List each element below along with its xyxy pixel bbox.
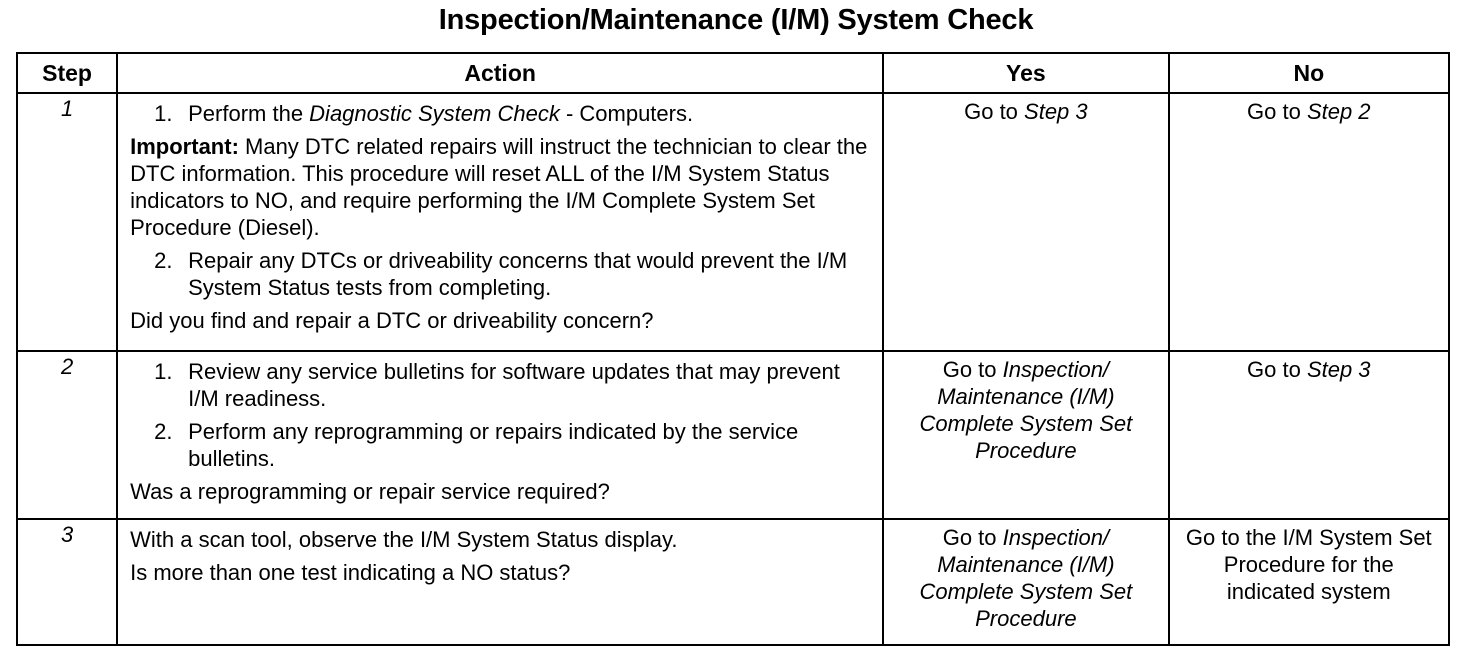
diagnostic-system-check-link[interactable]: Diagnostic System Check [309, 101, 560, 126]
header-action: Action [117, 53, 883, 93]
no-result [1169, 351, 1449, 519]
important-label: Important: [130, 134, 239, 159]
step-number: 3 [17, 519, 117, 645]
result-text: Go to [942, 525, 1003, 550]
header-no: No [1169, 53, 1449, 93]
table-row [17, 519, 1449, 645]
no-result: Go to the I/M System Set Procedure for the indicated system [1169, 519, 1449, 645]
table-row [17, 351, 1449, 519]
item-text: Review any service bulletins for software updates that may prevent I/M readiness. [188, 359, 840, 411]
procedure-link[interactable]: Inspection/ Maintenance (I/M) Complete System Set Procedure [919, 357, 1133, 463]
document-title: Inspection/Maintenance (I/M) System Check [438, 4, 1034, 36]
table-row [17, 93, 1449, 351]
result-text: Go to [1247, 99, 1307, 124]
item-text [188, 100, 868, 127]
action-cell [117, 519, 883, 645]
item-number: 1. [154, 359, 173, 384]
step-link[interactable]: Step 3 [1024, 99, 1088, 124]
important-note [130, 133, 868, 241]
important-text: Many DTC related repairs will instruct the technician to clear the DTC information. This procedure will reset ALL of the I/M System Status indicators to NO, and require performing the I/M Complete System Set Procedure (Diesel). [130, 134, 868, 240]
yes-result [883, 351, 1168, 519]
action-step-item [130, 418, 868, 472]
result-text: Go to [942, 357, 1003, 382]
step-number: 2 [17, 351, 117, 519]
item-number: 1. [154, 101, 173, 126]
result-text: Go to [1247, 357, 1307, 382]
yes-result [883, 519, 1168, 645]
action-cell [117, 93, 883, 351]
item-number: 2. [154, 419, 173, 444]
action-question: Was a reprogramming or repair service required? [130, 479, 610, 504]
step-link[interactable]: Step 2 [1306, 99, 1371, 124]
action-question: Did you find and repair a DTC or driveability concern? [130, 308, 654, 333]
action-cell [117, 351, 883, 519]
procedure-link[interactable]: Inspection/ Maintenance (I/M) Complete System Set Procedure [919, 525, 1133, 631]
step-link[interactable]: Step 3 [1306, 357, 1371, 382]
action-question: Is more than one test indicating a NO status? [130, 560, 571, 585]
action-step-item [130, 247, 868, 301]
yes-result [883, 93, 1168, 351]
header-step: Step [17, 53, 117, 93]
no-result [1169, 93, 1449, 351]
result-text: Go to [964, 99, 1025, 124]
action-step-item [130, 358, 868, 412]
item-text: Repair any DTCs or driveability concerns that would prevent the I/M System Status tests from completing. [188, 248, 848, 300]
item-text-part: - Computers. [559, 101, 694, 126]
action-step-item [130, 100, 868, 127]
item-text: Perform any reprogramming or repairs indicated by the service bulletins. [188, 419, 799, 471]
item-number: 2. [154, 248, 173, 273]
step-number: 1 [17, 93, 117, 351]
item-text-part: Perform the [188, 101, 310, 126]
action-text: With a scan tool, observe the I/M System Status display. [130, 527, 678, 552]
table-header-row [17, 53, 1449, 93]
system-check-table [16, 52, 1450, 646]
header-yes: Yes [883, 53, 1168, 93]
